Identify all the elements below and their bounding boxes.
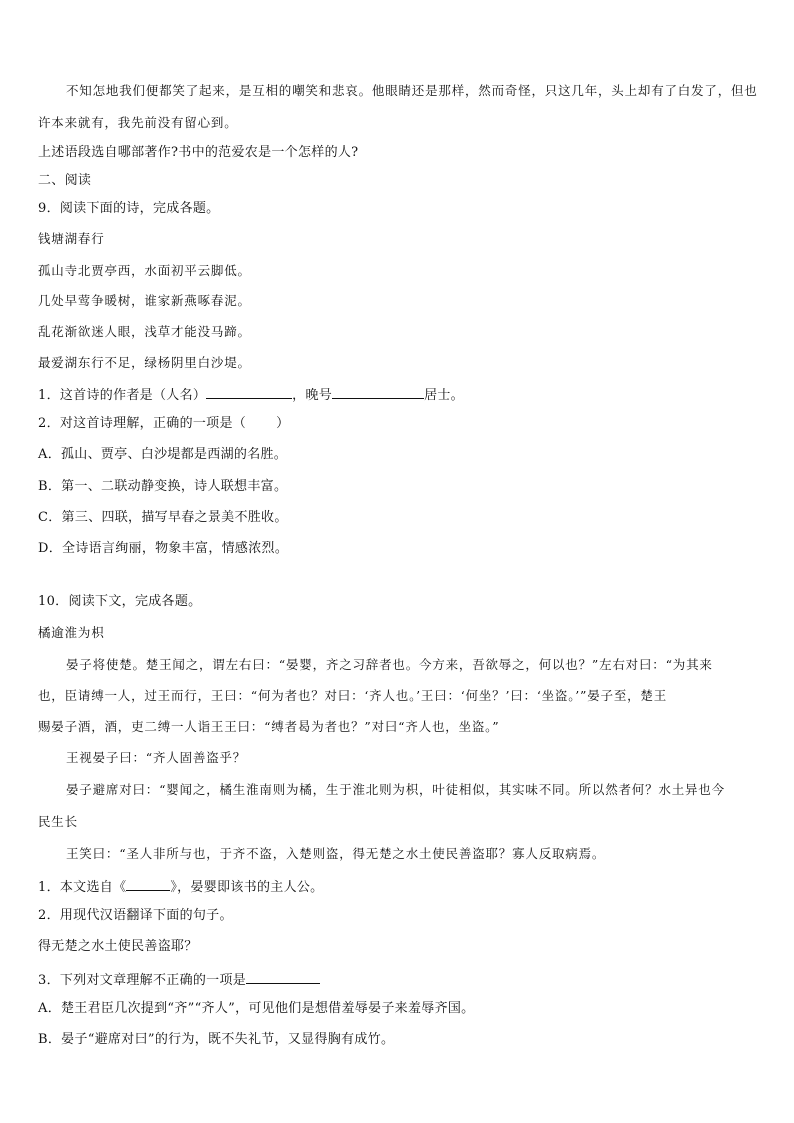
section-heading-reading: 二、阅读 [38,173,92,188]
option-9-c: C．第三、四联，描写早春之景美不胜收。 [38,510,288,525]
poem-line-4: 最爱湖东行不足，绿杨阴里白沙堤。 [38,355,251,370]
answer-blank-author[interactable] [206,384,292,399]
question-9-2-text-b: ） [276,416,290,431]
classical-text-line-2: 也，臣请缚一人，过王而行，王曰：“何为者也？对曰：‘齐人也。’王曰：‘何坐？’曰：‘坐盗。’”晏子至，楚王 [38,688,668,703]
classical-text-line-4: 王视晏子曰：“齐人固善盗乎？ [66,750,247,765]
question-10-3-text: 3．下列对文章理解不正确的一项是 [38,973,247,988]
question-10-2-sentence: 得无楚之水土使民善盗耶？ [38,939,198,954]
question-9-heading: 9．阅读下面的诗，完成各题。 [38,201,220,216]
question-9-1-text-a: 1．这首诗的作者是（人名） [38,388,207,403]
question-9-1 [38,384,758,405]
answer-blank-book[interactable] [126,876,170,891]
classical-text-line-3: 赐晏子酒，酒，吏二缚一人诣王王曰：“缚者曷为者也？”对曰“齐人也，坐盗。” [38,719,500,734]
poem-line-3: 乱花渐欲迷人眼，浅草才能没马蹄。 [38,324,251,339]
option-9-a: A．孤山、贾亭、白沙堤都是西湖的名胜。 [38,447,288,462]
question-10-1-text-b: 》，晏婴即该书的主人公。 [170,880,324,895]
poem-line-1: 孤山寺北贾亭西，水面初平云脚低。 [38,263,251,278]
question-9-1-text-b: ，晚号 [292,388,333,403]
question-8-prompt: 上述语段选自哪部著作?书中的范爱农是一个怎样的人? [38,145,359,160]
question-10-1-text-a: 1．本文选自《 [38,880,127,895]
answer-blank-choice[interactable] [246,969,320,984]
poem-title: 钱塘湖春行 [38,231,105,246]
option-9-d: D．全诗语言绚丽，物象丰富，情感浓烈。 [38,541,289,556]
classical-text-line-6: 民生长 [38,814,78,829]
option-9-b: B．第一、二联动静变换，诗人联想丰富。 [38,479,288,494]
passage-line-1: 不知怎地我们便都笑了起来，是互相的嘲笑和悲哀。他眼睛还是那样，然而奇怪，只这几年，头上却有了白发了，但也 [66,83,758,98]
question-9-1-text-c: 居士。 [424,388,464,403]
text-title: 橘逾淮为枳 [38,625,105,640]
passage-line-2: 许本来就有，我先前没有留心到。 [38,115,238,130]
option-10-b: B．晏子“避席对曰”的行为，既不失礼节，又显得胸有成竹。 [38,1032,395,1047]
question-10-3 [38,969,758,990]
classical-text-line-1: 晏子将使楚。楚王闻之，谓左右曰：“晏婴，齐之习辞者也。今方来，吾欲辱之，何以也？”左右对曰：“为其来 [66,657,713,672]
option-10-a: A．楚王君臣几次提到“齐”“齐人”，可见他们是想借羞辱晏子来羞辱齐国。 [38,1001,475,1016]
answer-blank-nickname[interactable] [332,384,424,399]
classical-text-line-7: 王笑曰：“圣人非所与也，于齐不盗，入楚则盗，得无楚之水土使民善盗耶？寡人反取病焉。 [66,846,606,861]
question-9-2 [38,415,758,433]
poem-line-2: 几处早莺争暖树，谁家新燕啄春泥。 [38,293,251,308]
question-10-1 [38,876,758,897]
classical-text-line-5: 晏子避席对曰：“婴闻之，橘生淮南则为橘，生于淮北则为枳，叶徒相似，其实味不同。所以然者何？水土异也今 [66,782,725,797]
question-10-2: 2．用现代汉语翻译下面的句子。 [38,908,233,923]
question-10-heading: 10．阅读下文，完成各题。 [38,594,202,609]
question-9-2-text-a: 2．对这首诗理解，正确的一项是（ [38,416,247,431]
